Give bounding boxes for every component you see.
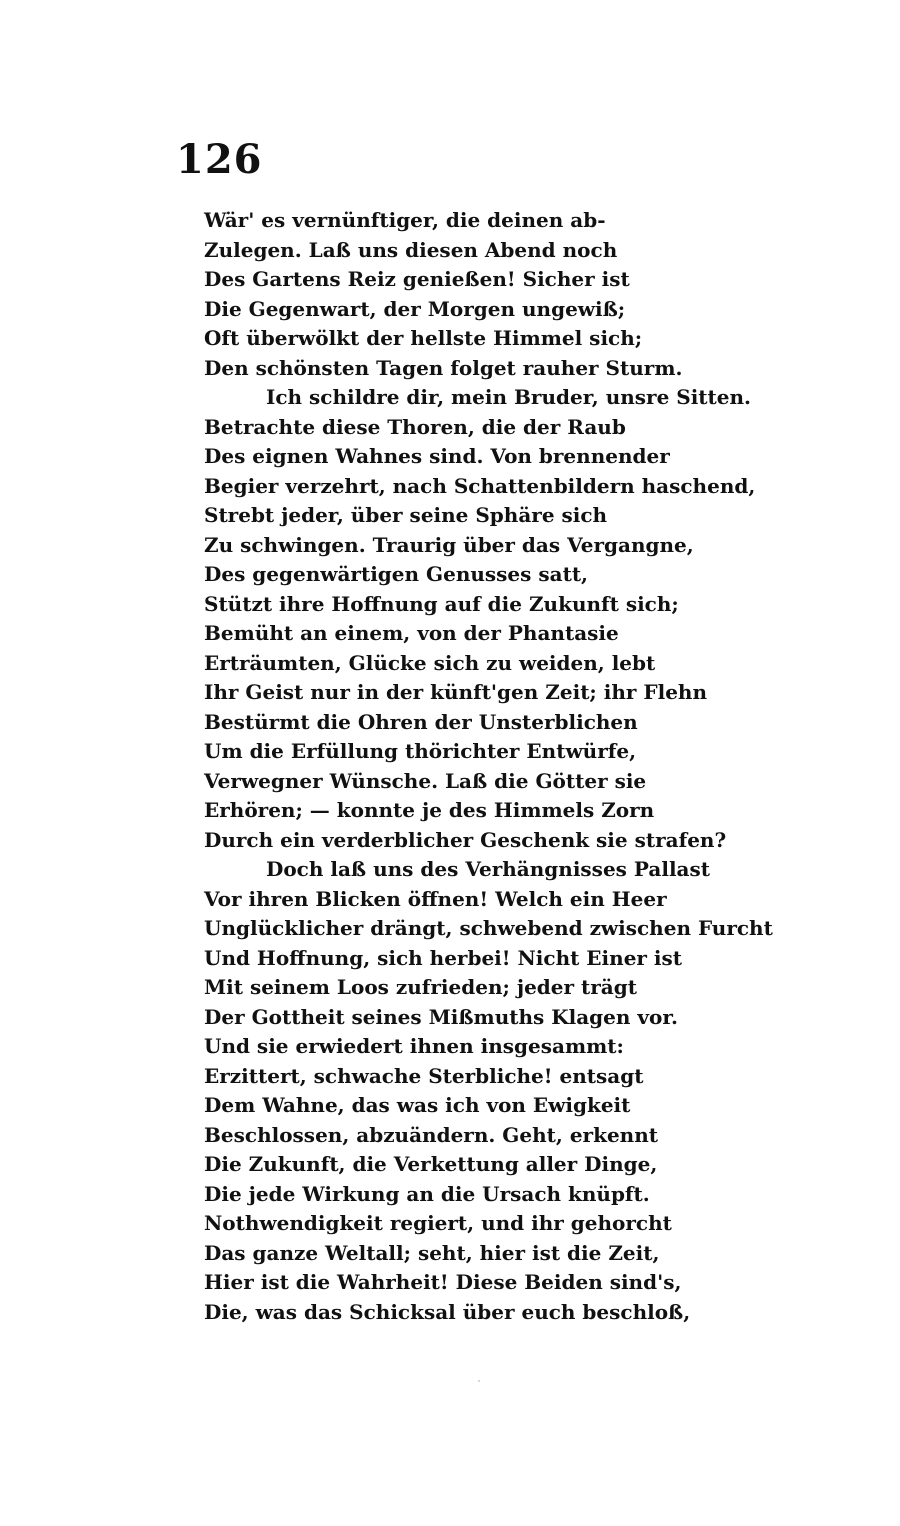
poem-line: Des Gartens Reiz genießen! Sicher ist: [204, 267, 630, 291]
poem-line: Und sie erwiedert ihnen insgesammt:: [204, 1034, 624, 1058]
poem-line: Oft überwölkt der hellste Himmel sich;: [204, 326, 643, 350]
poem-line: Begier verzehrt, nach Schattenbildern haschend,: [204, 473, 756, 498]
poem-line: Die Gegenwart, der Morgen ungewiß;: [204, 296, 626, 321]
poem-line: Erzittert, schwache Sterbliche! entsagt: [204, 1063, 644, 1088]
poem-line: Beschlossen, abzuändern. Geht, erkennt: [204, 1122, 658, 1147]
poem-line: Ich schildre dir, mein Bruder, unsre Sitten.: [266, 385, 752, 409]
poem-line: Dem Wahne, das was ich von Ewigkeit: [204, 1093, 631, 1117]
poem-line: Verwegner Wünsche. Laß die Götter sie: [204, 768, 647, 793]
paper-speck: [478, 1380, 480, 1382]
poem-line: Bemüht an einem, von der Phantasie: [204, 621, 619, 645]
poem-line: Der Gottheit seines Mißmuths Klagen vor.: [204, 1004, 679, 1029]
poem-line: Durch ein verderblicher Geschenk sie strafen?: [204, 827, 727, 852]
poem-line: Die, was das Schicksal über euch beschloß,: [204, 1299, 691, 1324]
poem-line: Doch laß uns des Verhängnisses Pallast: [266, 857, 711, 881]
poem-line: Erhören; — konnte je des Himmels Zorn: [204, 798, 655, 822]
poem-line: Das ganze Weltall; seht, hier ist die Zeit,: [204, 1240, 660, 1265]
poem-line: Strebt jeder, über seine Sphäre sich: [204, 503, 608, 527]
poem-line: Um die Erfüllung thörichter Entwürfe,: [204, 739, 637, 763]
poem-line: Zu schwingen. Traurig über das Vergangne,: [204, 532, 694, 557]
stanza-1: [204, 206, 804, 383]
poem-line: Zulegen. Laß uns diesen Abend noch: [204, 237, 618, 262]
poem-line: Und Hoffnung, sich herbei! Nicht Einer ist: [204, 945, 683, 970]
poem-line: Vor ihren Blicken öffnen! Welch ein Heer: [204, 886, 667, 911]
stanza-3: [204, 855, 804, 1327]
poem-line: Betrachte diese Thoren, die der Raub: [204, 414, 626, 439]
poem-line: Unglücklicher drängt, schwebend zwischen Furcht: [204, 916, 773, 940]
poem-line: Stützt ihre Hoffnung auf die Zukunft sich;: [204, 591, 679, 616]
stanza-2: [204, 383, 804, 855]
page-number: 126: [176, 136, 263, 183]
poem-line: Erträumten, Glücke sich zu weiden, lebt: [204, 650, 656, 675]
poem-line: Ihr Geist nur in der künft'gen Zeit; ihr Flehn: [204, 680, 708, 704]
poem-line: Bestürmt die Ohren der Unsterblichen: [204, 709, 638, 734]
poem-line: Hier ist die Wahrheit! Diese Beiden sind's,: [204, 1270, 682, 1294]
poem-line: Wär' es vernünftiger, die deinen ab-: [204, 208, 606, 232]
poem-line: Nothwendigkeit regiert, und ihr gehorcht: [204, 1211, 672, 1235]
poem-line: Die jede Wirkung an die Ursach knüpft.: [204, 1181, 650, 1206]
poem-line: Den schönsten Tagen folget rauher Sturm.: [204, 355, 683, 380]
poem-line: Des eignen Wahnes sind. Von brennender: [204, 444, 670, 468]
poem-text: [204, 206, 804, 1327]
poem-line: Des gegenwärtigen Genusses satt,: [204, 562, 589, 586]
poem-line: Die Zukunft, die Verkettung aller Dinge,: [204, 1152, 658, 1176]
poem-line: Mit seinem Loos zufrieden; jeder trägt: [204, 975, 637, 999]
